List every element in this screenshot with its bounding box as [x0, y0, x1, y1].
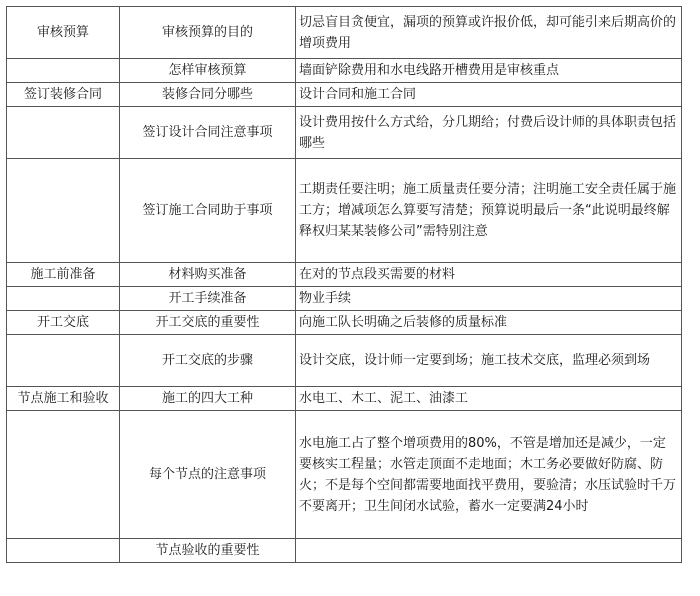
table-row: [7, 411, 682, 539]
content-cell: 水电施工占了整个增项费用的80%，不管是增加还是减少，一定要核实工程量；水管走顶面不走地面；木工务必要做好防腐、防火；不是每个空间都需要地面找平费用，要验清；水压试验时千万不要离开；卫生间闭水试验，蓄水一定要满24小时: [296, 411, 682, 539]
topic-cell: 材料购买准备: [120, 263, 296, 287]
topic-cell: 怎样审核预算: [120, 59, 296, 83]
topic-cell: 签订设计合同注意事项: [120, 107, 296, 159]
stage-cell: [7, 539, 120, 563]
content-cell: 工期责任要注明；施工质量责任要分清；注明施工安全责任属于施工方；增减项怎么算要写清楚；预算说明最后一条“此说明最终解释权归某某装修公司”需特别注意: [296, 159, 682, 263]
renovation-guide-table: [6, 6, 682, 563]
topic-cell: 节点验收的重要性: [120, 539, 296, 563]
table-row: [7, 335, 682, 387]
stage-cell: [7, 59, 120, 83]
table-row: [7, 7, 682, 59]
table-row: [7, 83, 682, 107]
topic-cell: 装修合同分哪些: [120, 83, 296, 107]
stage-cell: 施工前准备: [7, 263, 120, 287]
stage-cell: 审核预算: [7, 7, 120, 59]
topic-cell: 每个节点的注意事项: [120, 411, 296, 539]
table-row: [7, 539, 682, 563]
topic-cell: 开工交底的重要性: [120, 311, 296, 335]
content-cell: 设计费用按什么方式给，分几期给；付费后设计师的具体职责包括哪些: [296, 107, 682, 159]
content-cell: 设计合同和施工合同: [296, 83, 682, 107]
stage-cell: 开工交底: [7, 311, 120, 335]
content-cell: 向施工队长明确之后装修的质量标准: [296, 311, 682, 335]
table-row: [7, 387, 682, 411]
content-cell: 在对的节点段买需要的材料: [296, 263, 682, 287]
table-row: [7, 287, 682, 311]
stage-cell: [7, 159, 120, 263]
table-row: [7, 263, 682, 287]
table-row: [7, 107, 682, 159]
content-cell: 设计交底，设计师一定要到场；施工技术交底，监理必须到场: [296, 335, 682, 387]
table-row: [7, 159, 682, 263]
stage-cell: [7, 287, 120, 311]
stage-cell: [7, 411, 120, 539]
content-cell: [296, 539, 682, 563]
stage-cell: [7, 107, 120, 159]
topic-cell: 签订施工合同助于事项: [120, 159, 296, 263]
stage-cell: 节点施工和验收: [7, 387, 120, 411]
table-row: [7, 311, 682, 335]
topic-cell: 审核预算的目的: [120, 7, 296, 59]
content-cell: 物业手续: [296, 287, 682, 311]
topic-cell: 开工交底的步骤: [120, 335, 296, 387]
content-cell: 墙面铲除费用和水电线路开槽费用是审核重点: [296, 59, 682, 83]
table-row: [7, 59, 682, 83]
topic-cell: 施工的四大工种: [120, 387, 296, 411]
content-cell: 水电工、木工、泥工、油漆工: [296, 387, 682, 411]
topic-cell: 开工手续准备: [120, 287, 296, 311]
stage-cell: [7, 335, 120, 387]
content-cell: 切忌盲目贪便宜，漏项的预算或许报价低，却可能引来后期高价的增项费用: [296, 7, 682, 59]
stage-cell: 签订装修合同: [7, 83, 120, 107]
